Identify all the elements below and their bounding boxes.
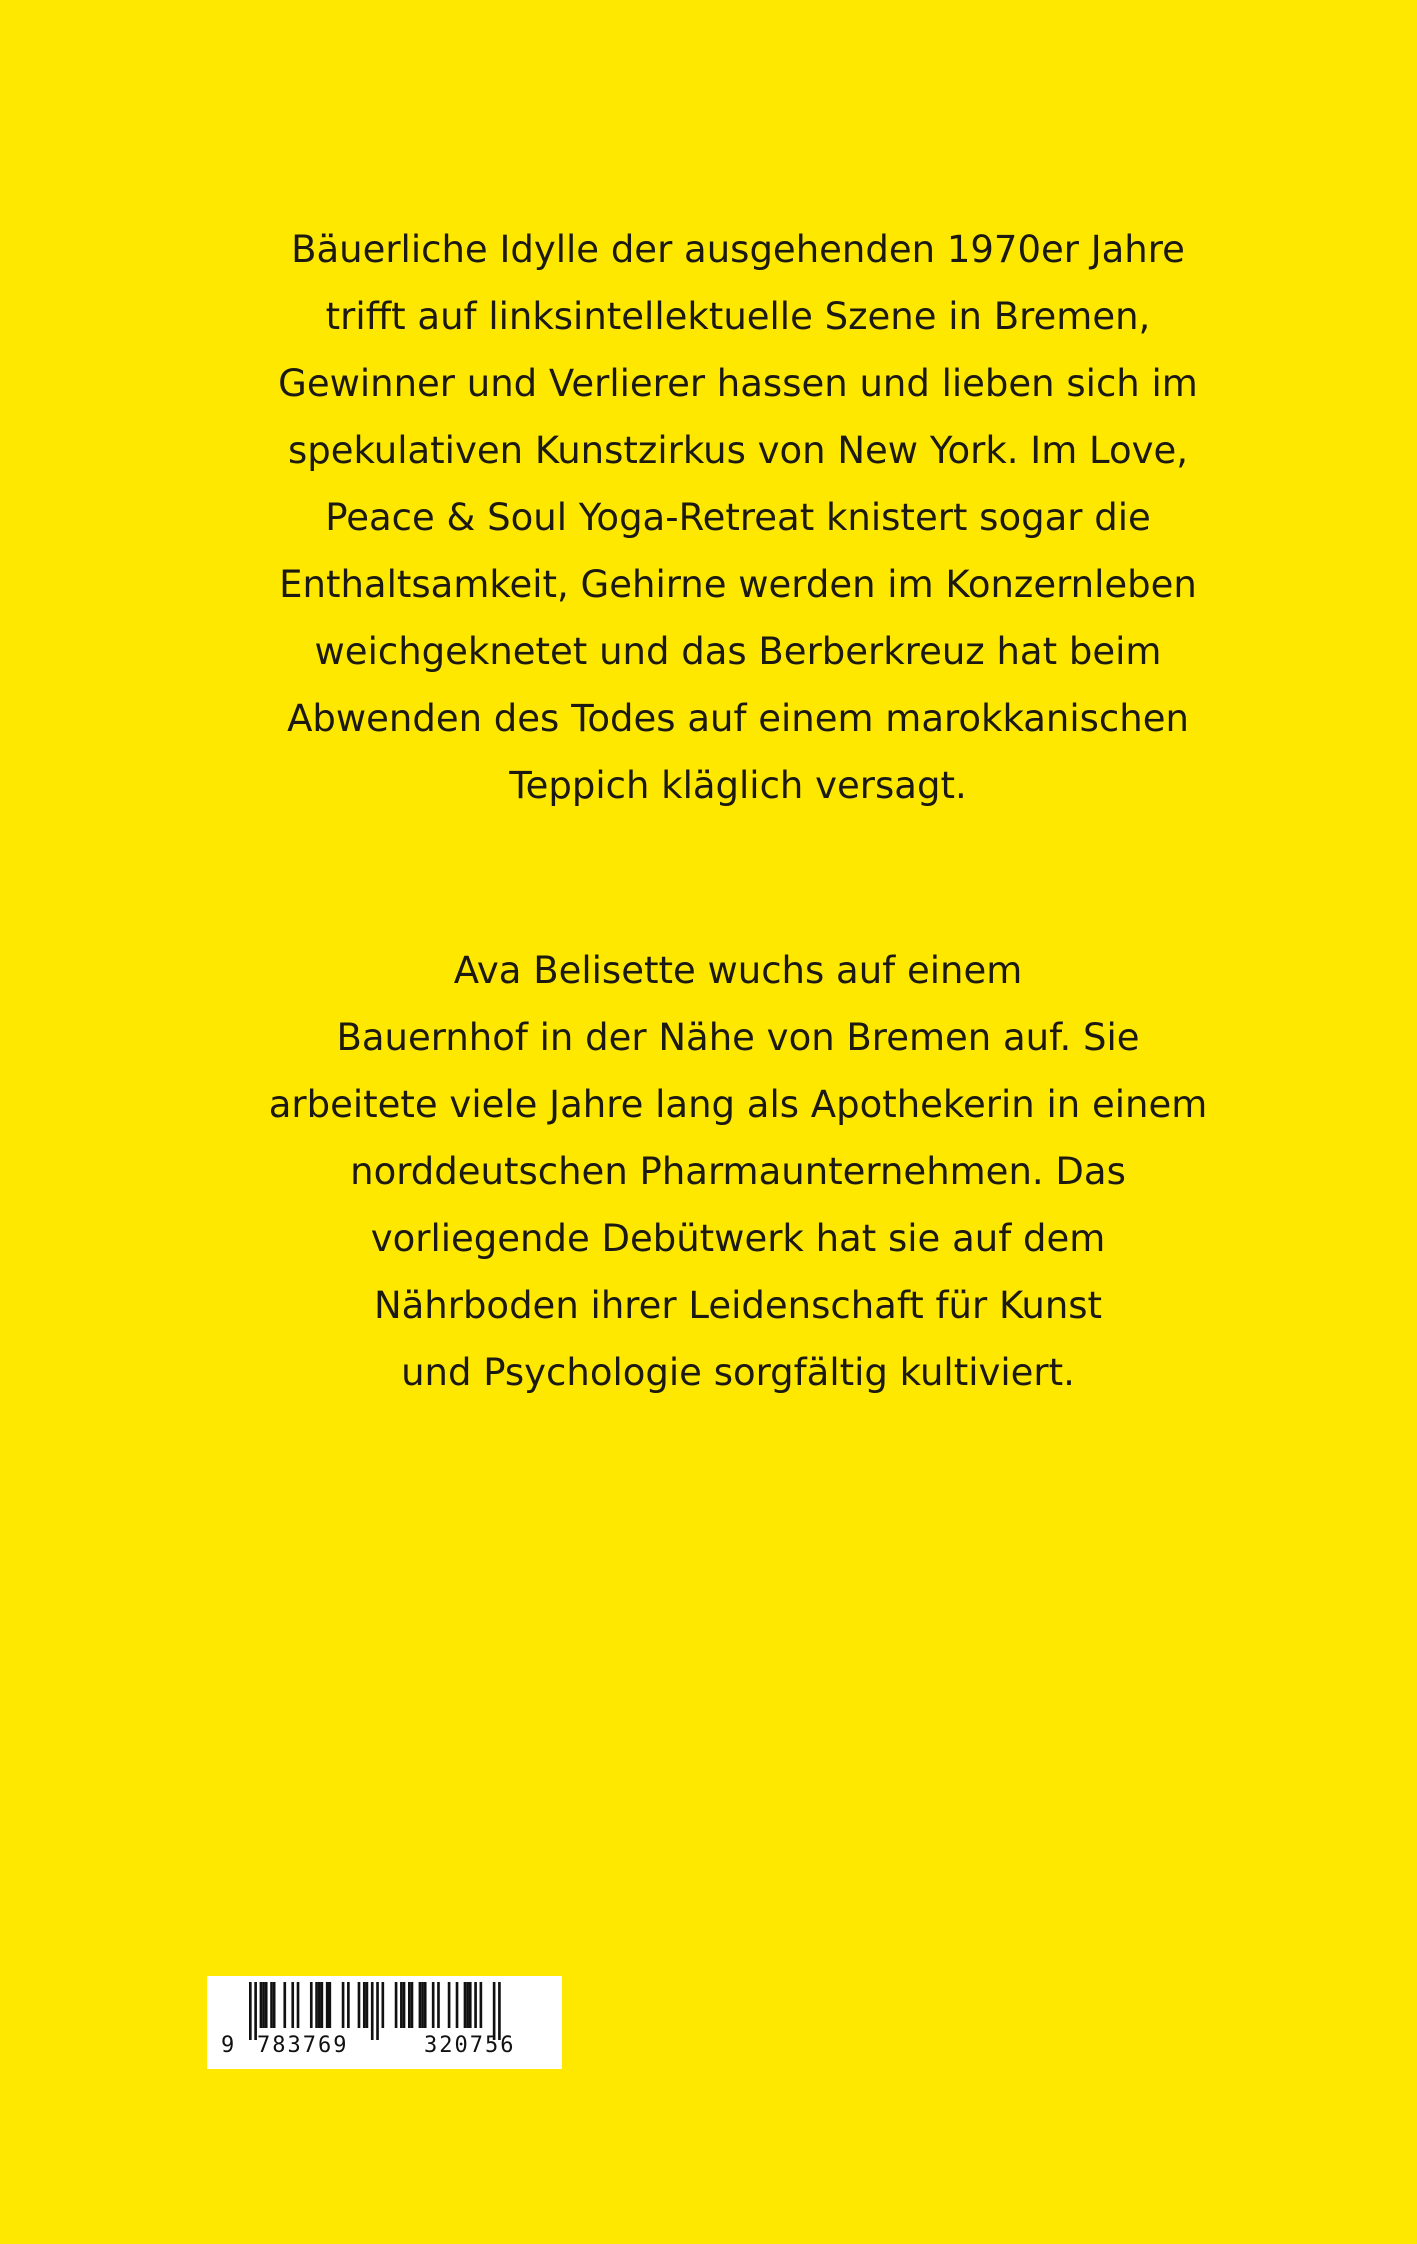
barcode-guard-bar xyxy=(249,1982,252,2040)
author-bio-line: Ava Belisette wuchs auf einem xyxy=(453,949,1023,992)
barcode-bar xyxy=(260,1982,263,2028)
blurb-line: trifft auf linksintellektuelle Szene in Bremen, xyxy=(325,295,1151,338)
barcode-first-digit: 9 xyxy=(221,2033,235,2058)
barcode-bar xyxy=(321,1982,324,2028)
barcode-guard-bar xyxy=(376,1982,379,2040)
blurb-line: weichgeknetet und das Berberkreuz hat beim xyxy=(314,630,1162,673)
author-bio-line: arbeitete viele Jahre lang als Apothekerin in einem xyxy=(268,1083,1208,1126)
barcode-bar xyxy=(421,1982,424,2028)
barcode-bar xyxy=(474,1982,477,2028)
barcode-bar xyxy=(432,1982,435,2028)
barcode-bar xyxy=(291,1982,294,2028)
barcode-bar xyxy=(437,1982,440,2028)
barcode-bar xyxy=(456,1982,459,2028)
barcode-bar xyxy=(469,1982,472,2028)
isbn-barcode xyxy=(207,1976,562,2069)
author-bio-line: vorliegende Debütwerk hat sie auf dem xyxy=(370,1217,1106,1260)
author-bio-line: Bauernhof in der Nähe von Bremen auf. Sie xyxy=(336,1016,1140,1059)
barcode-bar xyxy=(382,1982,385,2028)
blurb-line: spekulativen Kunstzirkus von New York. Im Love, xyxy=(287,429,1189,472)
barcode-bar xyxy=(265,1982,268,2028)
barcode-bar xyxy=(419,1982,422,2028)
blurb-line: Abwenden des Todes auf einem marokkanischen xyxy=(287,697,1189,740)
barcode-bar xyxy=(273,1982,276,2028)
barcode-bar xyxy=(424,1982,427,2028)
barcode-bar xyxy=(448,1982,451,2028)
barcode-guard-bar xyxy=(371,1982,374,2040)
barcode-bar xyxy=(358,1982,361,2028)
barcode-bar xyxy=(400,1982,403,2028)
barcode-bar xyxy=(411,1982,414,2028)
barcode-bar xyxy=(466,1982,469,2028)
barcode-bar xyxy=(342,1982,345,2028)
barcode-bar xyxy=(329,1982,332,2028)
barcode-bar xyxy=(262,1982,265,2028)
author-bio xyxy=(268,937,1208,1406)
blurb-line: Teppich kläglich versagt. xyxy=(509,764,967,807)
barcode-bar xyxy=(363,1982,366,2028)
blurb-line: Gewinner und Verlierer hassen und lieben sich im xyxy=(278,362,1198,405)
barcode-bar xyxy=(297,1982,300,2028)
barcode-bar xyxy=(326,1982,329,2028)
author-bio-line: und Psychologie sorgfältig kultiviert. xyxy=(401,1351,1075,1394)
blurb-line: Peace & Soul Yoga-Retreat knistert sogar die xyxy=(325,496,1151,539)
barcode-bar xyxy=(480,1982,483,2028)
book-blurb xyxy=(268,216,1208,819)
barcode-bar xyxy=(403,1982,406,2028)
barcode-bar xyxy=(366,1982,369,2028)
barcode-bar xyxy=(270,1982,273,2028)
barcode-bar xyxy=(395,1982,398,2028)
barcode-left-digits: 783769 xyxy=(257,2033,349,2058)
blurb-line: Bäuerliche Idylle der ausgehenden 1970er Jahre xyxy=(291,228,1185,271)
author-bio-line: norddeutschen Pharmaunternehmen. Das xyxy=(350,1150,1126,1193)
barcode-right-digits: 320756 xyxy=(424,2033,516,2058)
barcode-bar xyxy=(283,1982,286,2028)
barcode-bar xyxy=(347,1982,350,2028)
barcode-bar xyxy=(315,1982,318,2028)
barcode-bar xyxy=(464,1982,467,2028)
author-bio-line: Nährboden ihrer Leidenschaft für Kunst xyxy=(373,1284,1103,1327)
barcode-bar xyxy=(408,1982,411,2028)
barcode-bar xyxy=(318,1982,321,2028)
blurb-line: Enthaltsamkeit, Gehirne werden im Konzernleben xyxy=(279,563,1197,606)
barcode-bar xyxy=(310,1982,313,2028)
